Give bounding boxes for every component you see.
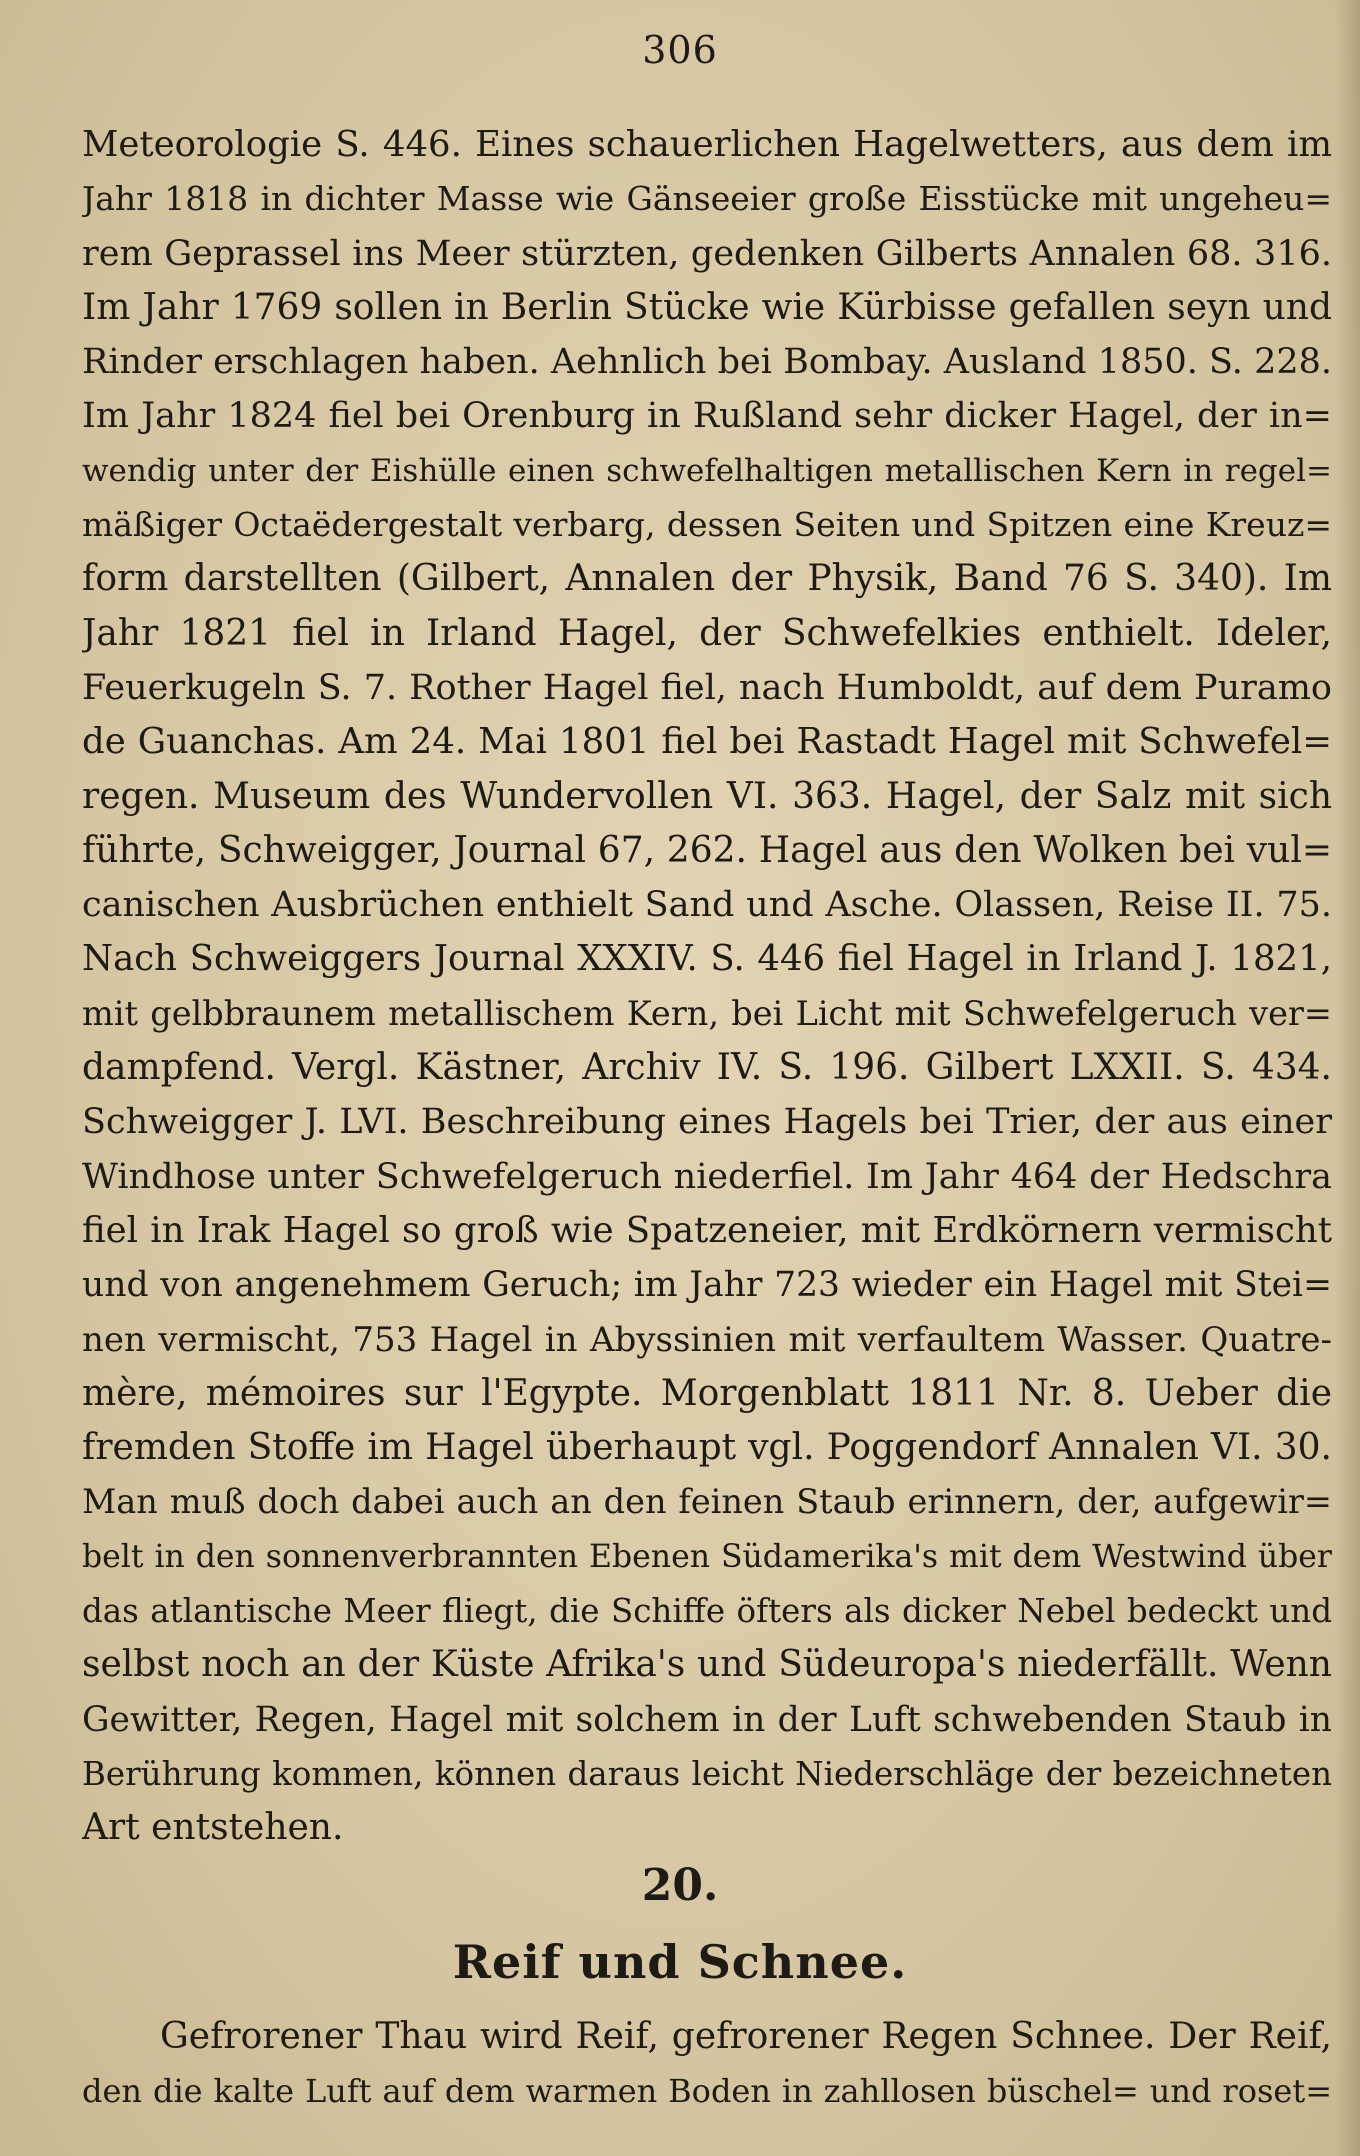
text-line: Man muß doch dabei auch an den feinen Staub erinnern, der, aufgewir= [82, 1482, 1332, 1522]
text-line: und von angenehmem Geruch; im Jahr 723 wieder ein Hagel mit Stei= [82, 1265, 1332, 1306]
text-line: den die kalte Luft auf dem warmen Boden in zahllosen büschel= und roset= [82, 2072, 1332, 2111]
text-line: Berührung kommen, können daraus leicht Niederschläge der bezeichneten [82, 1754, 1332, 1793]
text-line: Gefrorener Thau wird Reif, gefrorener Regen Schnee. Der Reif, [160, 2016, 1332, 2057]
page-number: 306 [642, 28, 718, 72]
text-line: Feuerkugeln S. 7. Rother Hagel fiel, nach Humboldt, auf dem Puramo [82, 667, 1332, 708]
text-line: rem Geprassel ins Meer stürzten, gedenken Gilberts Annalen 68. 316. [82, 233, 1332, 274]
text-line: mäßiger Octaëdergestalt verbarg, dessen Seiten und Spitzen eine Kreuz= [82, 505, 1332, 545]
text-line: Jahr 1821 fiel in Irland Hagel, der Schwefelkies enthielt. Ideler, [82, 612, 1332, 654]
text-line: mit gelbbraunem metallischem Kern, bei Licht mit Schwefelgeruch ver= [82, 993, 1332, 1033]
text-line: selbst noch an der Küste Afrika's und Südeuropa's niederfällt. Wenn [82, 1644, 1332, 1686]
section-text [82, 2010, 1332, 2119]
text-line: führte, Schweigger, Journal 67, 262. Hagel aus den Wolken bei vul= [82, 829, 1332, 871]
text-line: Nach Schweiggers Journal XXXIV. S. 446 fiel Hagel in Irland J. 1821, [82, 938, 1332, 980]
text-line: Jahr 1818 in dichter Masse wie Gänseeier große Eisstücke mit ungeheu= [82, 179, 1332, 219]
text-line: de Guanchas. Am 24. Mai 1801 fiel bei Rastadt Hagel mit Schwefel= [82, 721, 1332, 763]
text-line: Rinder erschlagen haben. Aehnlich bei Bombay. Ausland 1850. S. 228. [82, 342, 1332, 383]
section-number: 20. [641, 1860, 719, 1911]
text-line: mère, mémoires sur l'Egypte. Morgenblatt 1811 Nr. 8. Ueber die [82, 1372, 1332, 1414]
text-line: Im Jahr 1769 sollen in Berlin Stücke wie Kürbisse gefallen seyn und [82, 286, 1332, 328]
text-line: Windhose unter Schwefelgeruch niederfiel. Im Jahr 464 der Hedschra [82, 1156, 1332, 1197]
text-line: Art entstehen. [82, 1807, 344, 1849]
body-text [82, 118, 1332, 1856]
page-edge-shadow [1336, 0, 1360, 2156]
text-line: Schweigger J. LVI. Beschreibung eines Hagels bei Trier, der aus einer [82, 1102, 1332, 1143]
text-line: Meteorologie S. 446. Eines schauerlichen Hagelwetters, aus dem im [82, 124, 1332, 165]
text-line: regen. Museum des Wundervollen VI. 363. Hagel, der Salz mit sich [82, 775, 1332, 817]
text-line: fremden Stoffe im Hagel überhaupt vgl. Poggendorf Annalen VI. 30. [82, 1427, 1332, 1469]
text-line: wendig unter der Eishülle einen schwefelhaltigen metallischen Kern in regel= [82, 452, 1332, 489]
text-line: fiel in Irak Hagel so groß wie Spatzeneier, mit Erdkörnern vermischt [82, 1209, 1332, 1251]
text-line: Gewitter, Regen, Hagel mit solchem in der Luft schwebenden Staub in [82, 1699, 1332, 1740]
section-title: Reif und Schnee. [452, 1935, 908, 1989]
text-line: dampfend. Vergl. Kästner, Archiv IV. S. 196. Gilbert LXXII. S. 434. [82, 1047, 1332, 1089]
text-line: form darstellten (Gilbert, Annalen der Physik, Band 76 S. 340). Im [82, 558, 1332, 600]
text-line: nen vermischt, 753 Hagel in Abyssinien mit verfaultem Wasser. Quatre- [82, 1319, 1332, 1360]
text-line: belt in den sonnenverbrannten Ebenen Südamerika's mit dem Westwind über [82, 1538, 1332, 1575]
text-line: Im Jahr 1824 fiel bei Orenburg in Rußland sehr dicker Hagel, der in= [82, 396, 1332, 437]
text-line: das atlantische Meer fliegt, die Schiffe öfters als dicker Nebel bedeckt und [82, 1592, 1332, 1631]
text-line: canischen Ausbrüchen enthielt Sand und Asche. Olassen, Reise II. 75. [82, 885, 1332, 926]
